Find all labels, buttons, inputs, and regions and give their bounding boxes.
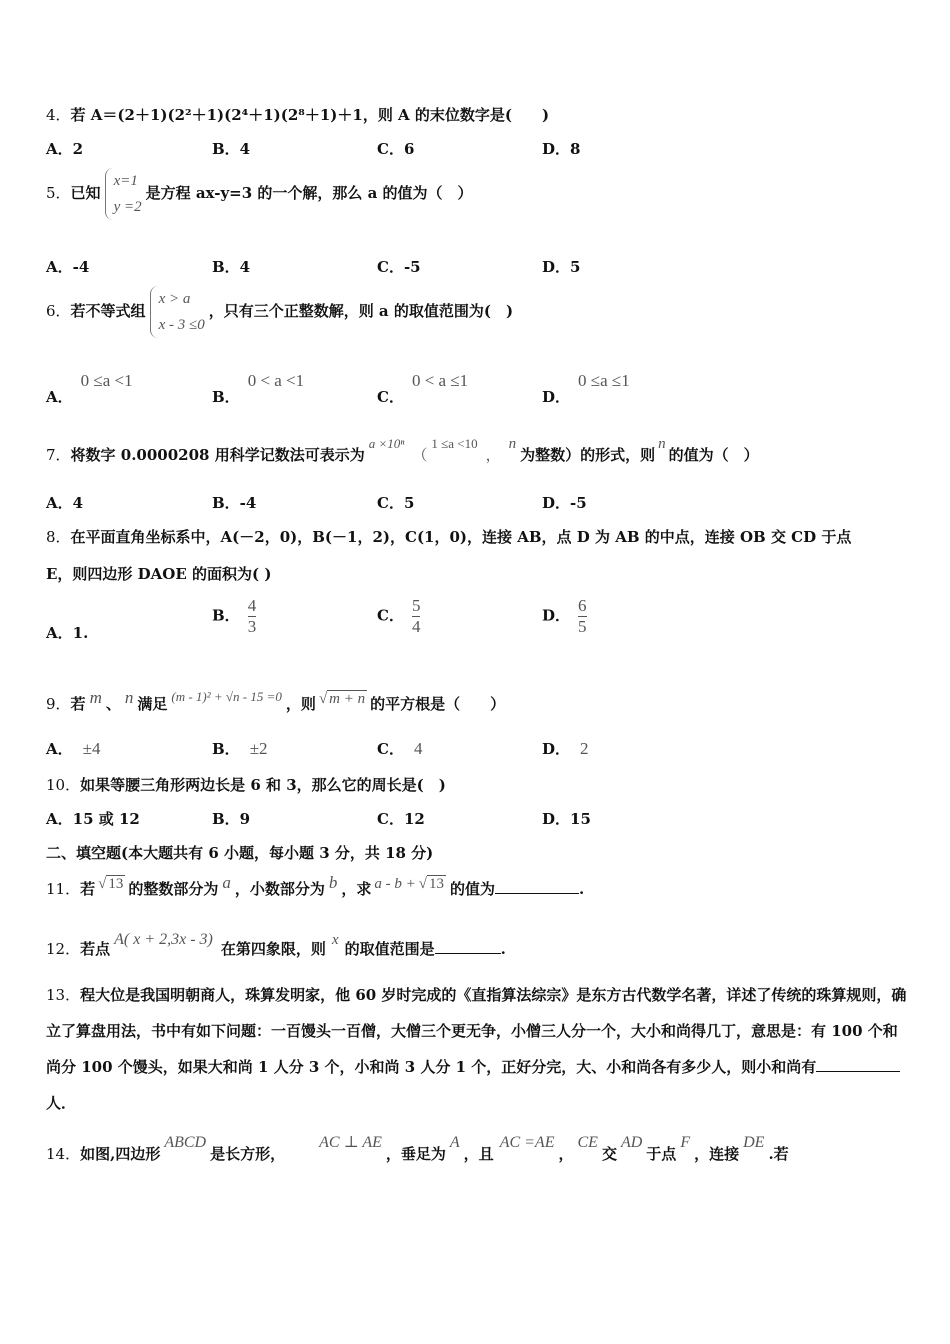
math-expression: AC ⊥ AE — [319, 1134, 382, 1151]
option-math: ±4 — [82, 739, 101, 758]
option-d: D．8 — [542, 140, 581, 158]
option-math: 0 ≤a <1 — [80, 371, 133, 390]
math-expression: DE — [743, 1134, 765, 1151]
answer-blank[interactable] — [816, 1071, 900, 1072]
math-variable: n — [508, 436, 517, 452]
math-expression: CE — [577, 1134, 598, 1151]
question-5 — [46, 168, 473, 220]
question-text: 已知 — [70, 184, 101, 202]
option-c — [377, 370, 469, 406]
question-text: ，小数部分为 — [234, 880, 325, 898]
radicand: m + n — [329, 691, 366, 707]
option-c — [377, 738, 422, 759]
question-text: 交 — [601, 1145, 617, 1163]
option-math: ±2 — [249, 739, 268, 758]
question-text: 的取值范围是 — [344, 940, 435, 958]
option-d: D．-5 — [542, 494, 587, 512]
sqrt-expression: √ 13 — [418, 876, 444, 892]
inequality-system — [150, 286, 205, 338]
question-text: ，求 — [341, 880, 372, 898]
question-text: ，连接 — [694, 1145, 740, 1163]
question-11 — [46, 873, 585, 899]
question-text: 人． — [46, 1094, 77, 1112]
equation-system — [105, 168, 142, 220]
question-12 — [46, 931, 506, 959]
option-a: A．1. — [46, 624, 89, 642]
option-a: A．-4 — [46, 258, 90, 276]
option-label: C． — [377, 606, 404, 625]
denominator: 4 — [411, 617, 421, 636]
question-text: 的平方根是（ ） — [370, 695, 506, 713]
math-expression: A( x + 2,3x - 3) — [114, 931, 213, 948]
radicand: 13 — [108, 876, 124, 892]
question-14 — [46, 1134, 789, 1164]
question-text: 满足 — [137, 695, 168, 713]
question-8-continued: E，则四边形 DAOE 的面积为( ) — [46, 565, 272, 583]
option-label: D． — [542, 740, 571, 758]
math-expression: ， — [485, 448, 501, 464]
question-4 — [46, 104, 549, 125]
option-label: D． — [542, 606, 571, 625]
question-text: 是长方形， — [210, 1145, 286, 1163]
question-text: ，垂足为 — [385, 1145, 446, 1163]
option-label: B． — [212, 606, 240, 625]
question-text: 为整数）的形式，则 — [520, 446, 656, 464]
sqrt-expression: √ m + n — [318, 691, 366, 707]
question-text: 在平面直角坐标系中，A(－2，0)，B(－1，2)，C(1，0)，连接 AB，点 D 为 AB 的中点，连接 OB 交 CD 于点 — [70, 528, 852, 546]
question-8 — [46, 526, 851, 547]
math-variable: x — [331, 932, 339, 948]
question-10 — [46, 774, 446, 795]
question-text: 的值为 — [450, 880, 496, 898]
option-a: A．15 或 12 — [46, 810, 140, 828]
question-text: 将数字 0.0000208 用科学记数法可表示为 — [70, 446, 365, 464]
question-number: 8． — [46, 528, 71, 546]
option-label: A． — [46, 388, 73, 406]
radicand: 13 — [429, 876, 444, 892]
math-expression: AD — [620, 1134, 643, 1151]
section-heading: 二、填空题(本大题共有 6 小题，每小题 3 分，共 18 分) — [46, 844, 434, 862]
denominator: 3 — [247, 617, 257, 636]
question-text: 、 — [105, 695, 121, 713]
math-variable: F — [680, 1134, 691, 1151]
question-text: 若不等式组 — [70, 302, 146, 320]
option-d: D．15 — [542, 810, 591, 828]
answer-blank[interactable] — [435, 953, 501, 954]
question-text: ，只有三个正整数解，则 a 的取值范围为( ) — [208, 302, 514, 320]
denominator: 5 — [578, 617, 587, 636]
math-variable: n — [658, 436, 666, 452]
option-b — [212, 370, 305, 406]
equation-line: x=1 — [113, 173, 138, 189]
option-label: B． — [212, 388, 240, 406]
math-expression: a - b + — [374, 876, 416, 892]
option-b: B．4 — [212, 258, 251, 276]
question-text: ，且 — [463, 1145, 494, 1163]
option-math: 2 — [580, 739, 589, 758]
math-expression: （ — [412, 448, 428, 464]
math-expression: AC =AE — [499, 1134, 555, 1151]
sqrt-expression: √ 13 — [98, 876, 124, 892]
answer-blank[interactable] — [495, 893, 579, 894]
question-text: . — [500, 940, 506, 958]
option-b — [212, 738, 268, 759]
option-a — [46, 370, 133, 406]
option-d — [542, 596, 587, 637]
question-text: 在第四象限，则 — [220, 940, 326, 958]
option-c: C．6 — [377, 140, 415, 158]
math-variable: m — [89, 688, 102, 707]
option-b: B．9 — [212, 810, 251, 828]
math-variable: a — [222, 873, 231, 892]
option-math: 0 ≤a ≤1 — [578, 371, 630, 390]
question-number: 9． — [46, 695, 71, 713]
numerator: 4 — [247, 596, 257, 615]
option-math: 4 — [413, 739, 423, 758]
option-c: C．12 — [377, 810, 425, 828]
equation-line: y =2 — [113, 199, 142, 215]
option-d — [542, 738, 589, 759]
question-number: 6． — [46, 302, 71, 320]
option-b: B．-4 — [212, 494, 257, 512]
option-label: D． — [542, 388, 571, 406]
fraction — [412, 596, 421, 637]
question-text: 程大位是我国明朝商人，珠算发明家，他 60 岁时完成的《直指算法综宗》是东方古代数学名著，详述了传统的珠算规则，确立了算盘用法，书中有如下问题：一百馒头一百僧，大僧三个更无争，小僧三人分一个，大小和尚得几丁，意思是：有 100 个和尚分 100 个馒头，如果大和尚 1 人分 3 个，小和尚 3 人分 1 个，正好分完，大、小和尚各有多少人，则小和尚有 — [46, 986, 907, 1076]
math-variable: n — [124, 688, 134, 707]
math-expression: a ×10ⁿ — [368, 436, 405, 451]
option-d — [542, 370, 630, 406]
option-c: C．-5 — [377, 258, 421, 276]
question-text: 若点 — [80, 940, 111, 958]
option-label: A． — [46, 740, 73, 758]
inequality-line: x - 3 ≤0 — [158, 317, 205, 333]
option-math: 0 < a ≤1 — [411, 371, 469, 390]
option-math: 0 < a <1 — [247, 371, 305, 390]
math-expression: (m - 1)² + √n - 15 =0 — [171, 689, 282, 704]
question-text: 如果等腰三角形两边长是 6 和 3，那么它的周长是( ) — [80, 776, 446, 794]
question-text: .若 — [768, 1145, 789, 1163]
fraction — [578, 596, 587, 637]
question-text: ，则 — [285, 695, 316, 713]
question-7 — [46, 436, 759, 465]
question-13 — [46, 977, 912, 1121]
option-label: B． — [212, 740, 240, 758]
question-6 — [46, 286, 513, 338]
option-c — [377, 596, 420, 637]
numerator: 6 — [578, 596, 587, 615]
numerator: 5 — [411, 596, 421, 615]
option-d: D．5 — [542, 258, 581, 276]
inequality-line: x > a — [158, 291, 191, 307]
option-b — [212, 596, 256, 637]
option-a: A．4 — [46, 494, 84, 512]
question-number: 13． — [46, 986, 81, 1004]
question-text: 是方程 ax-y=3 的一个解，那么 a 的值为（ ） — [145, 184, 473, 202]
question-text: 如图,四边形 — [80, 1145, 161, 1163]
question-text: 于点 — [646, 1145, 677, 1163]
question-text: ， — [558, 1145, 574, 1163]
question-number: 10． — [46, 776, 81, 794]
question-number: 7． — [46, 446, 71, 464]
question-number: 4． — [46, 106, 71, 124]
option-label: C． — [377, 388, 404, 406]
option-a — [46, 738, 100, 759]
math-variable: b — [328, 873, 338, 892]
math-variable: A — [449, 1134, 460, 1151]
question-text: . — [579, 880, 585, 898]
question-number: 11． — [46, 880, 81, 898]
question-number: 12． — [46, 940, 81, 958]
question-number: 5． — [46, 184, 71, 202]
question-text: 若 — [80, 880, 96, 898]
question-9 — [46, 688, 506, 714]
math-expression: 1 ≤a <10 — [431, 436, 478, 451]
question-text: 的值为（ ） — [668, 446, 759, 464]
option-b: B．4 — [212, 140, 251, 158]
question-text: 若 A＝(2＋1)(2²＋1)(2⁴＋1)(2⁸＋1)＋1，则 A 的末位数字是( ) — [70, 106, 550, 124]
option-label: C． — [377, 740, 404, 758]
option-a: A．2 — [46, 140, 84, 158]
question-number: 14． — [46, 1145, 81, 1163]
option-c: C．5 — [377, 494, 415, 512]
question-text: 的整数部分为 — [128, 880, 219, 898]
fraction — [248, 596, 257, 637]
question-text: 若 — [70, 695, 86, 713]
math-expression: ABCD — [164, 1134, 207, 1151]
